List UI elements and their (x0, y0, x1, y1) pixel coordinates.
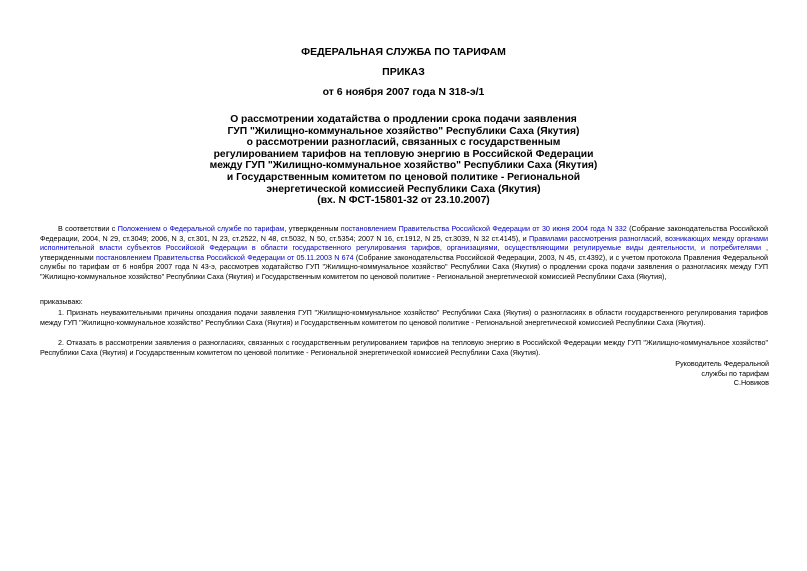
subject-line: ГУП "Жилищно-коммунальное хозяйство" Республики Саха (Якутия) (227, 125, 580, 137)
link-fst-regulation[interactable]: Положением о Федеральной службе по тарифам (117, 224, 285, 233)
order-item-text: 2. Отказать в рассмотрении заявления о разногласиях, связанных с государственным регулированием тарифов на тепловую энергию в Российской Федерации между ГУП "Жилищно-коммунальное хозяйство" Республики Саха (Якутия) и Государственным комитетом по ценовой политике - Региональной энергетической комиссией Республики Саха (Якутия). (40, 338, 768, 357)
subject-line: (вх. N ФСТ-15801-32 от 23.10.2007) (317, 195, 490, 207)
preamble-text: (Собрание законодательства Российской Федерации, 2003, N 45, ст.4392), и с учетом протокола Правления Федеральной службы по тарифам от 6 ноября 2007 года N 43-э, рассмотрев ходатайство ГУП "Жилищно-коммунальное хозяйство" Республики Саха (Якутия) о продлении срока подачи заявления о разногласиях между ГУП "Жилищно-коммунальное хозяйство" Республики Саха (Якутия) и Государственным комитетом по ценовой политике - Региональной энергетической комиссией Республики Саха (Якутия), (40, 252, 768, 281)
subject-line: о рассмотрении разногласий, связанных с государственным (246, 137, 561, 149)
signature-block (675, 359, 769, 388)
preamble-paragraph (40, 224, 768, 282)
document-type: ПРИКАЗ (382, 66, 425, 78)
link-disputes-rules[interactable]: Правилами рассмотрения разногласий, возникающих между органами исполнительной власти субъектов Российской Федерации в области государственного регулирования тарифов, организациями, осуществляющими регулируемые виды деятельности, и потребителями (40, 233, 768, 253)
document-date-number: от 6 ноября 2007 года N 318-э/1 (322, 86, 485, 98)
link-government-decree-674[interactable]: постановлением Правительства Российской Федерации от 05.11.2003 N 674 (95, 252, 354, 262)
preamble-text: , утвержденными (40, 243, 768, 262)
document-subject (200, 114, 607, 207)
order-item (40, 308, 768, 327)
preamble-text: (Собрание законодательства Российской Федерации, 2004, N 29, ст.3049; 2006, N 3, ст.301, N 23, ст.2522, N 48, ст.5032, N 50, ст.5354; 2007 N 16, ст.1912, N 25, ст.3039, N 32 ст.4145), и (40, 224, 769, 243)
subject-line: и Государственным комитетом по ценовой политике - Региональной (226, 171, 581, 183)
link-government-decree-332[interactable]: постановлением Правительства Российской Федерации от 30 июня 2004 года N 332 (340, 224, 627, 233)
subject-line: О рассмотрении ходатайства о продлении срока подачи заявления (230, 114, 577, 125)
agency-name: ФЕДЕРАЛЬНАЯ СЛУЖБА ПО ТАРИФАМ (301, 46, 506, 58)
subject-line: между ГУП "Жилищно-коммунальное хозяйство" Республики Саха (Якутия) (209, 160, 598, 172)
preamble-text: , утвержденным (284, 224, 341, 233)
signature-name: С.Новиков (733, 378, 769, 388)
orders-label: приказываю: (40, 297, 83, 306)
signature-position: службы по тарифам (701, 368, 769, 378)
order-item-text: 1. Признать неуважительными причины опоздания подачи заявления ГУП "Жилищно-коммунальное хозяйство" Республики Саха (Якутия) о разногласиях в области государственного регулирования тарифов между ГУП "Жилищно-коммунальное хозяйство" Республики Саха (Якутия) и Государственным комитетом по ценовой политике - Региональной энергетической комиссией Республики Саха (Якутия). (40, 308, 768, 327)
subject-line: регулированием тарифов на тепловую энергию в Российской Федерации (213, 148, 594, 160)
signature-position: Руководитель Федеральной (675, 359, 769, 368)
order-item (40, 338, 768, 357)
subject-line: энергетической комиссией Республики Саха (Якутия) (266, 183, 541, 195)
preamble-text: В соответствии с (58, 224, 118, 233)
